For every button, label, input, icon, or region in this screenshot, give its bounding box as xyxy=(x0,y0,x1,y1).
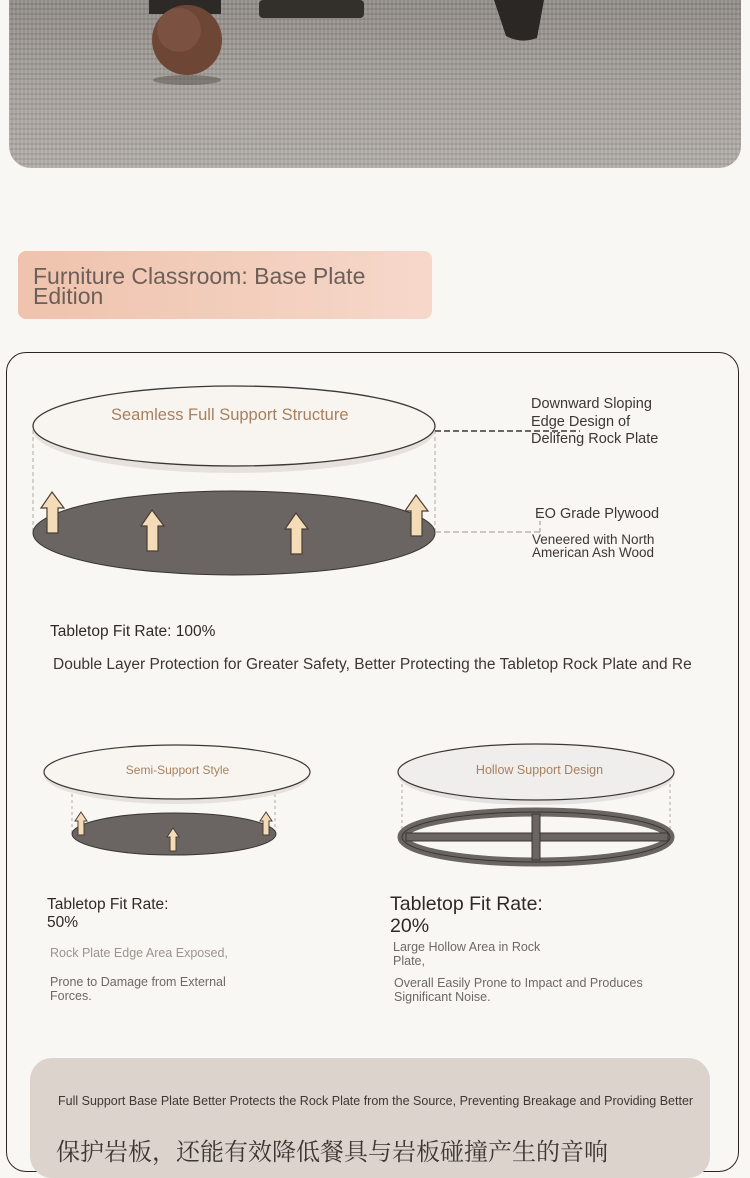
full-support-description: Double Layer Protection for Greater Safety, Better Protecting the Tabletop Rock Plate and Re xyxy=(53,656,692,673)
product-photo xyxy=(9,0,741,168)
hollow-support-diagram xyxy=(392,738,682,868)
summary-text: Full Support Base Plate Better Protects the Rock Plate from the Source, Preventing Breakage and Providing Better xyxy=(58,1094,694,1108)
tabletop xyxy=(33,386,435,466)
semi-support-diagram xyxy=(40,738,320,863)
base-plate xyxy=(33,491,435,575)
semi-support-fit-rate: Tabletop Fit Rate: 50% xyxy=(47,896,169,931)
table-leg-right xyxy=(494,0,544,41)
annotation-sloping-edge: Downward Sloping Edge Design of Delifeng Rock Plate xyxy=(531,396,659,447)
hollow-support-label: Hollow Support Design xyxy=(475,763,604,777)
summary-chinese-text: 保护岩板，还能有效降低餐具与岩板碰撞产生的音响 xyxy=(56,1138,608,1166)
semi-support-note-2: Prone to Damage from External Forces. xyxy=(50,975,226,1003)
full-support-label: Seamless Full Support Structure xyxy=(111,406,349,424)
hollow-support-note-2: Overall Easily Prone to Impact and Produces Significant Noise. xyxy=(394,976,643,1004)
hollow-support-note-1: Large Hollow Area in Rock Plate, xyxy=(393,940,541,968)
full-support-fit-rate: Tabletop Fit Rate: 100% xyxy=(50,623,216,640)
page-title: Furniture Classroom: Base Plate Edition xyxy=(33,263,366,309)
hollow-support-fit-rate: Tabletop Fit Rate: 20% xyxy=(390,893,543,937)
table-base-block xyxy=(259,0,364,18)
annotation-plywood: EO Grade Plywood xyxy=(535,506,660,522)
semi-support-label: Semi-Support Style xyxy=(125,763,230,777)
annotation-ash-wood: Veneered with North American Ash Wood xyxy=(532,532,655,560)
semi-support-note-1: Rock Plate Edge Area Exposed, xyxy=(50,946,228,960)
